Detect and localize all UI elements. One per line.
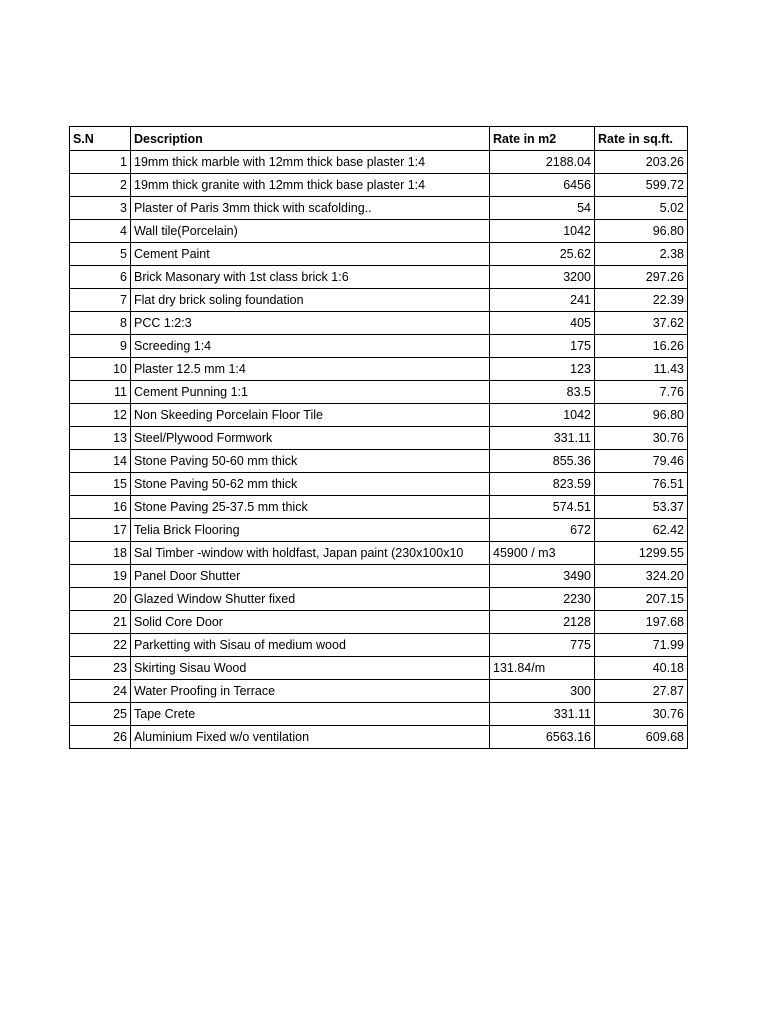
- cell-rate-m2: 6563.16: [490, 726, 595, 749]
- cell-rate-sqft: 5.02: [595, 197, 688, 220]
- cell-description: Telia Brick Flooring: [131, 519, 490, 542]
- cell-rate-sqft: 30.76: [595, 703, 688, 726]
- header-sn: S.N: [70, 127, 131, 151]
- cell-description: Non Skeeding Porcelain Floor Tile: [131, 404, 490, 427]
- table-row: [70, 634, 688, 657]
- cell-description: Steel/Plywood Formwork: [131, 427, 490, 450]
- cell-sn: 6: [70, 266, 131, 289]
- cell-sn: 25: [70, 703, 131, 726]
- cell-description: Screeding 1:4: [131, 335, 490, 358]
- cell-sn: 26: [70, 726, 131, 749]
- header-rate-m2: Rate in m2: [490, 127, 595, 151]
- table-row: [70, 611, 688, 634]
- cell-rate-m2: 823.59: [490, 473, 595, 496]
- cell-description: Cement Punning 1:1: [131, 381, 490, 404]
- cell-rate-sqft: 197.68: [595, 611, 688, 634]
- cell-sn: 5: [70, 243, 131, 266]
- cell-rate-m2: 6456: [490, 174, 595, 197]
- table-row: [70, 427, 688, 450]
- cell-rate-sqft: 11.43: [595, 358, 688, 381]
- cell-rate-m2: 3200: [490, 266, 595, 289]
- cell-sn: 7: [70, 289, 131, 312]
- cell-rate-sqft: 609.68: [595, 726, 688, 749]
- cell-rate-m2: 574.51: [490, 496, 595, 519]
- cell-rate-sqft: 16.26: [595, 335, 688, 358]
- cell-rate-m2: 241: [490, 289, 595, 312]
- cell-sn: 13: [70, 427, 131, 450]
- cell-rate-m2: 175: [490, 335, 595, 358]
- cell-rate-sqft: 203.26: [595, 151, 688, 174]
- cell-rate-sqft: 324.20: [595, 565, 688, 588]
- cell-rate-m2: 672: [490, 519, 595, 542]
- table-row: [70, 680, 688, 703]
- cell-rate-m2: 131.84/m: [490, 657, 595, 680]
- table-row: [70, 358, 688, 381]
- cell-rate-m2: 54: [490, 197, 595, 220]
- cell-sn: 9: [70, 335, 131, 358]
- cell-rate-m2: 2188.04: [490, 151, 595, 174]
- cell-rate-m2: 45900 / m3: [490, 542, 595, 565]
- cell-description: Solid Core Door: [131, 611, 490, 634]
- cell-sn: 21: [70, 611, 131, 634]
- cell-sn: 15: [70, 473, 131, 496]
- cell-rate-sqft: 79.46: [595, 450, 688, 473]
- cell-sn: 22: [70, 634, 131, 657]
- cell-description: Stone Paving 25-37.5 mm thick: [131, 496, 490, 519]
- cell-rate-m2: 855.36: [490, 450, 595, 473]
- cell-rate-m2: 3490: [490, 565, 595, 588]
- cell-rate-sqft: 62.42: [595, 519, 688, 542]
- cell-description: Plaster of Paris 3mm thick with scafolding..: [131, 197, 490, 220]
- cell-description: Glazed Window Shutter fixed: [131, 588, 490, 611]
- cell-rate-sqft: 53.37: [595, 496, 688, 519]
- cell-rate-m2: 25.62: [490, 243, 595, 266]
- header-row: [70, 127, 688, 151]
- cell-rate-sqft: 71.99: [595, 634, 688, 657]
- table-row: [70, 266, 688, 289]
- table-row: [70, 565, 688, 588]
- table-row: [70, 381, 688, 404]
- table-row: [70, 404, 688, 427]
- cell-rate-sqft: 297.26: [595, 266, 688, 289]
- cell-sn: 18: [70, 542, 131, 565]
- cell-sn: 12: [70, 404, 131, 427]
- cell-rate-sqft: 7.76: [595, 381, 688, 404]
- cell-sn: 2: [70, 174, 131, 197]
- cell-rate-sqft: 22.39: [595, 289, 688, 312]
- cell-sn: 10: [70, 358, 131, 381]
- cell-rate-sqft: 37.62: [595, 312, 688, 335]
- cell-description: Aluminium Fixed w/o ventilation: [131, 726, 490, 749]
- rates-table: [69, 126, 688, 749]
- table-row: [70, 496, 688, 519]
- cell-rate-sqft: 2.38: [595, 243, 688, 266]
- cell-rate-m2: 1042: [490, 404, 595, 427]
- cell-description: Skirting Sisau Wood: [131, 657, 490, 680]
- cell-sn: 20: [70, 588, 131, 611]
- cell-description: Sal Timber -window with holdfast, Japan paint (230x100x10: [131, 542, 490, 565]
- cell-rate-sqft: 599.72: [595, 174, 688, 197]
- table-row: [70, 450, 688, 473]
- table-row: [70, 243, 688, 266]
- cell-sn: 19: [70, 565, 131, 588]
- cell-description: Stone Paving 50-62 mm thick: [131, 473, 490, 496]
- table-row: [70, 726, 688, 749]
- cell-description: PCC 1:2:3: [131, 312, 490, 335]
- cell-description: 19mm thick marble with 12mm thick base plaster 1:4: [131, 151, 490, 174]
- table-row: [70, 703, 688, 726]
- cell-rate-m2: 123: [490, 358, 595, 381]
- cell-description: Parketting with Sisau of medium wood: [131, 634, 490, 657]
- cell-rate-m2: 1042: [490, 220, 595, 243]
- cell-sn: 24: [70, 680, 131, 703]
- cell-rate-sqft: 27.87: [595, 680, 688, 703]
- cell-rate-m2: 331.11: [490, 427, 595, 450]
- header-description: Description: [131, 127, 490, 151]
- table-row: [70, 289, 688, 312]
- table-body: [70, 151, 688, 749]
- cell-description: Water Proofing in Terrace: [131, 680, 490, 703]
- table-row: [70, 220, 688, 243]
- cell-sn: 16: [70, 496, 131, 519]
- cell-rate-sqft: 96.80: [595, 220, 688, 243]
- cell-description: Tape Crete: [131, 703, 490, 726]
- cell-rate-sqft: 30.76: [595, 427, 688, 450]
- cell-rate-m2: 2230: [490, 588, 595, 611]
- cell-rate-m2: 2128: [490, 611, 595, 634]
- cell-rate-m2: 775: [490, 634, 595, 657]
- cell-description: Panel Door Shutter: [131, 565, 490, 588]
- table-row: [70, 335, 688, 358]
- table-row: [70, 588, 688, 611]
- cell-sn: 23: [70, 657, 131, 680]
- cell-sn: 14: [70, 450, 131, 473]
- table-row: [70, 174, 688, 197]
- table-row: [70, 473, 688, 496]
- cell-rate-m2: 331.11: [490, 703, 595, 726]
- table-row: [70, 657, 688, 680]
- cell-sn: 8: [70, 312, 131, 335]
- cell-rate-sqft: 96.80: [595, 404, 688, 427]
- cell-rate-sqft: 207.15: [595, 588, 688, 611]
- cell-description: Stone Paving 50-60 mm thick: [131, 450, 490, 473]
- cell-rate-sqft: 76.51: [595, 473, 688, 496]
- cell-description: Wall tile(Porcelain): [131, 220, 490, 243]
- cell-description: Flat dry brick soling foundation: [131, 289, 490, 312]
- table-row: [70, 542, 688, 565]
- table-row: [70, 151, 688, 174]
- cell-rate-sqft: 1299.55: [595, 542, 688, 565]
- cell-description: Plaster 12.5 mm 1:4: [131, 358, 490, 381]
- cell-sn: 3: [70, 197, 131, 220]
- cell-sn: 11: [70, 381, 131, 404]
- cell-rate-m2: 405: [490, 312, 595, 335]
- table-row: [70, 197, 688, 220]
- cell-rate-sqft: 40.18: [595, 657, 688, 680]
- cell-description: Cement Paint: [131, 243, 490, 266]
- cell-sn: 1: [70, 151, 131, 174]
- cell-description: Brick Masonary with 1st class brick 1:6: [131, 266, 490, 289]
- cell-rate-m2: 83.5: [490, 381, 595, 404]
- cell-rate-m2: 300: [490, 680, 595, 703]
- cell-sn: 4: [70, 220, 131, 243]
- table-row: [70, 312, 688, 335]
- cell-sn: 17: [70, 519, 131, 542]
- cell-description: 19mm thick granite with 12mm thick base plaster 1:4: [131, 174, 490, 197]
- table-row: [70, 519, 688, 542]
- header-rate-sqft: Rate in sq.ft.: [595, 127, 688, 151]
